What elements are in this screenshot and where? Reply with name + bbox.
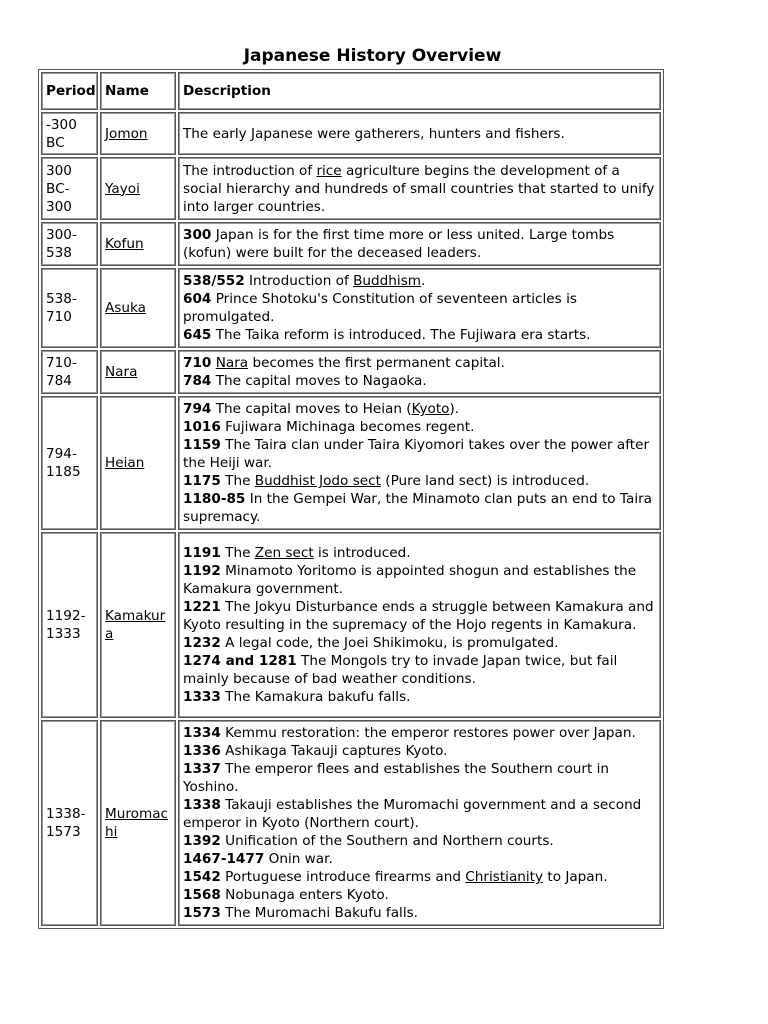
event-text: Minamoto Yoritomo is appointed shogun and establishes the Kamakura government.	[183, 563, 637, 597]
header-name: Name	[100, 72, 176, 110]
description-cell	[178, 157, 661, 220]
table-row	[41, 268, 661, 348]
event-text: Takauji establishes the Muromachi government and a second emperor in Kyoto (Northern court).	[183, 797, 642, 831]
description-link[interactable]: Christianity	[465, 869, 544, 885]
description-link[interactable]: Zen sect	[254, 545, 314, 561]
description-cell	[178, 350, 661, 394]
event-year: 794	[183, 401, 212, 417]
event-year: 1336	[183, 743, 221, 759]
event-text: ).	[449, 401, 460, 417]
event-text: Introduction of	[244, 273, 354, 289]
event-text: In the Gempei War, the Minamoto clan puts an end to Taira supremacy.	[183, 491, 653, 525]
table-row	[41, 396, 661, 530]
event-text: The introduction of	[183, 162, 317, 179]
event-text: The emperor flees and establishes the Southern court in Yoshino.	[183, 761, 610, 795]
event-line	[183, 326, 656, 344]
description-cell	[178, 532, 661, 718]
description-link[interactable]: Nara	[215, 355, 249, 371]
event-line	[183, 418, 656, 436]
period-name-link[interactable]: Muromachi	[105, 806, 168, 840]
event-year: 1016	[183, 419, 221, 435]
event-year: 1573	[183, 905, 221, 921]
description-cell	[178, 268, 661, 348]
period-cell: 538-710	[41, 268, 98, 348]
event-text: to Japan.	[543, 869, 608, 885]
period-cell: 794-1185	[41, 396, 98, 530]
event-text: The capital moves to Nagaoka.	[211, 373, 427, 389]
table-row	[41, 222, 661, 266]
event-year: 1338	[183, 797, 221, 813]
event-text: The Jokyu Disturbance ends a struggle between Kamakura and Kyoto resulting in the supremacy of the Hojo regents in Kamakura.	[183, 599, 654, 633]
event-year: 1221	[183, 599, 221, 615]
event-year: 1159	[183, 437, 221, 453]
description-link[interactable]: Buddhist Jodo sect	[254, 473, 381, 489]
event-text: The	[220, 545, 255, 561]
event-text: Portuguese introduce firearms and	[220, 869, 466, 885]
event-line	[183, 436, 656, 472]
event-year: 538/552	[183, 273, 245, 289]
event-line	[183, 886, 656, 904]
event-text: Japan is for the first time more or less united. Large tombs (kofun) were built for the deceased leaders.	[183, 227, 615, 261]
event-text: The Mongols try to invade Japan twice, but fail mainly because of bad weather conditions.	[183, 653, 618, 687]
event-line	[183, 796, 656, 832]
event-year: 1192	[183, 563, 221, 579]
event-year: 645	[183, 327, 212, 343]
event-text: Unification of the Southern and Northern courts.	[220, 833, 554, 849]
event-line	[183, 272, 656, 290]
event-line	[183, 904, 656, 922]
event-line	[183, 652, 656, 688]
event-line	[183, 562, 656, 598]
event-year: 1337	[183, 761, 221, 777]
name-cell	[100, 112, 176, 155]
event-year: 604	[183, 291, 212, 307]
table-row	[41, 532, 661, 718]
event-line	[183, 868, 656, 886]
table-row	[41, 350, 661, 394]
event-line	[183, 760, 656, 796]
event-year: 1333	[183, 689, 221, 705]
table-body	[41, 112, 661, 926]
event-year: 1274 and 1281	[183, 653, 297, 669]
event-line	[183, 472, 656, 490]
period-cell: 300-538	[41, 222, 98, 266]
description-link[interactable]: Buddhism	[353, 273, 422, 289]
description-link[interactable]: rice	[316, 162, 342, 179]
event-line	[183, 372, 656, 390]
event-year: 1180-85	[183, 491, 246, 507]
event-text: The early Japanese were gatherers, hunters and fishers.	[183, 125, 565, 142]
name-cell	[100, 222, 176, 266]
period-cell: 1192-1333	[41, 532, 98, 718]
event-text: The Kamakura bakufu falls.	[220, 689, 411, 705]
header-row	[41, 72, 661, 110]
event-line	[183, 544, 656, 562]
header-period: Period	[41, 72, 98, 110]
event-line	[183, 850, 656, 868]
event-year: 1232	[183, 635, 221, 651]
event-year: 1542	[183, 869, 221, 885]
event-text: Ashikaga Takauji captures Kyoto.	[220, 743, 448, 759]
event-line	[183, 490, 656, 526]
name-cell	[100, 268, 176, 348]
name-cell	[100, 396, 176, 530]
event-line	[183, 400, 656, 418]
event-text: Fujiwara Michinaga becomes regent.	[220, 419, 475, 435]
event-text: The Muromachi Bakufu falls.	[220, 905, 418, 921]
period-cell: 300 BC-300	[41, 157, 98, 220]
description-cell	[178, 720, 661, 926]
event-text: agriculture begins the development of a social hierarchy and hundreds of small countries that started to unify into larger countries.	[183, 162, 655, 215]
table-row	[41, 157, 661, 220]
event-year: 1175	[183, 473, 221, 489]
description-cell	[178, 112, 661, 155]
event-text: The Taira clan under Taira Kiyomori takes over the power after the Heiji war.	[183, 437, 650, 471]
event-text: Nobunaga enters Kyoto.	[220, 887, 389, 903]
event-text: becomes the first permanent capital.	[248, 355, 505, 371]
period-name-link[interactable]: Asuka	[105, 300, 146, 316]
event-text: Kemmu restoration: the emperor restores power over Japan.	[220, 725, 636, 741]
period-cell: 1338-1573	[41, 720, 98, 926]
event-text: The Taika reform is introduced. The Fujiwara era starts.	[211, 327, 591, 343]
description-link[interactable]: Kyoto	[411, 401, 450, 417]
period-name-link[interactable]: Jomon	[105, 125, 148, 142]
table-row	[41, 720, 661, 926]
name-cell	[100, 350, 176, 394]
period-name-link[interactable]: Heian	[105, 455, 145, 471]
name-cell	[100, 532, 176, 718]
event-line	[183, 290, 656, 326]
event-text: is introduced.	[313, 545, 411, 561]
event-line	[183, 742, 656, 760]
header-description: Description	[178, 72, 661, 110]
description-cell	[178, 396, 661, 530]
description-cell	[178, 222, 661, 266]
event-year: 1392	[183, 833, 221, 849]
name-cell	[100, 157, 176, 220]
event-text: A legal code, the Joei Shikimoku, is promulgated.	[220, 635, 559, 651]
event-text: The capital moves to Heian (	[211, 401, 412, 417]
event-text: Prince Shotoku's Constitution of seventeen articles is promulgated.	[183, 291, 577, 325]
event-line	[183, 634, 656, 652]
event-text: Onin war.	[264, 851, 333, 867]
name-cell	[100, 720, 176, 926]
event-line	[183, 598, 656, 634]
history-table	[38, 69, 664, 929]
event-line	[183, 162, 656, 216]
event-year: 1568	[183, 887, 221, 903]
event-year: 300	[183, 227, 212, 243]
event-line	[183, 354, 656, 372]
event-year: 1334	[183, 725, 221, 741]
event-line	[183, 125, 656, 143]
event-year: 1467-1477	[183, 851, 265, 867]
event-year: 710	[183, 355, 212, 371]
period-name-link[interactable]: Nara	[105, 364, 138, 380]
event-line	[183, 688, 656, 706]
period-name-link[interactable]: Kamakura	[105, 608, 166, 642]
period-name-link[interactable]: Kofun	[105, 236, 144, 252]
period-cell: 710-784	[41, 350, 98, 394]
event-text: (Pure land sect) is introduced.	[380, 473, 590, 489]
table-row	[41, 112, 661, 155]
period-cell: -300 BC	[41, 112, 98, 155]
event-year: 1191	[183, 545, 221, 561]
event-text: .	[421, 273, 426, 289]
event-line	[183, 724, 656, 742]
event-text: The	[220, 473, 255, 489]
event-year: 784	[183, 373, 212, 389]
period-name-link[interactable]: Yayoi	[105, 180, 140, 197]
event-line	[183, 832, 656, 850]
event-line	[183, 226, 656, 262]
page-title: Japanese History Overview	[243, 46, 502, 66]
